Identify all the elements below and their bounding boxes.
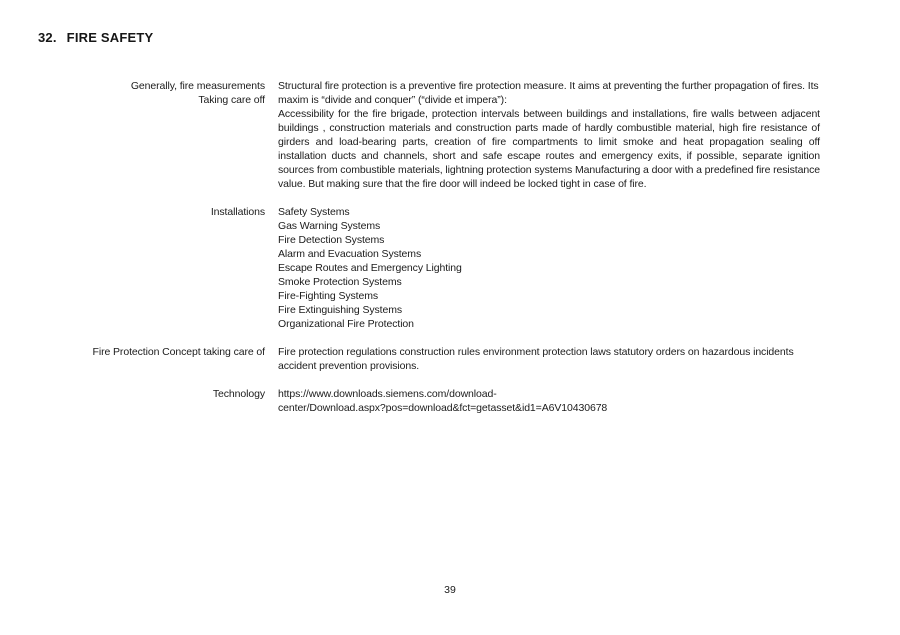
- section-fire-protection-concept: [0, 345, 900, 373]
- list-item: Organizational Fire Protection: [278, 318, 414, 330]
- fire-protection-concept-text: Fire protection regulations construction rules environment protection laws statutory orders on hazardous incidents accident prevention provisions.: [278, 346, 794, 372]
- list-item: Alarm and Evacuation Systems: [278, 248, 422, 260]
- url-line-1[interactable]: https://www.downloads.siemens.com/download-: [278, 388, 497, 400]
- technology-label: Technology: [212, 388, 265, 400]
- fire-protection-concept-label: Fire Protection Concept taking care of: [92, 346, 265, 358]
- list-item: Gas Warning Systems: [278, 220, 381, 232]
- fire-measurements-label: [0, 79, 265, 107]
- fire-protection-concept-content: [278, 345, 820, 373]
- list-item: Fire Extinguishing Systems: [278, 304, 403, 316]
- section-technology: [0, 387, 900, 415]
- content-area: [0, 79, 900, 415]
- list-item: Fire Detection Systems: [278, 234, 385, 246]
- page-title: [38, 30, 153, 45]
- fire-measurements-intro: Structural fire protection is a preventive fire protection measure. It aims at preventing the further propagation of fires. Its maxim is “divide and conquer” (“divide et impera”):: [278, 80, 819, 106]
- fire-measurements-content: [278, 79, 820, 191]
- list-item: Smoke Protection Systems: [278, 276, 402, 288]
- installations-label: Installations: [210, 206, 265, 218]
- url-line-2[interactable]: center/Download.aspx?pos=download&fct=getasset&id1=A6V10430678: [278, 402, 608, 414]
- installations-list: [278, 205, 820, 331]
- section-fire-measurements: [0, 79, 900, 191]
- section-number: 32.: [38, 30, 57, 45]
- list-item: Fire-Fighting Systems: [278, 290, 379, 302]
- technology-content: [278, 387, 820, 415]
- fire-measurements-body: Accessibility for the fire brigade, protection intervals between buildings and installations, fire walls between adjacent buildings , construction materials and construction parts made of hardly combustible material, high fire resistance of girders and load-bearing parts, creation of fire compartments to limit smoke and heat propagation sealing off installation ducts and channels, short and safe escape routes and emergency exits, if possible, separate ignition sources from combustible materials, lightning protection systems Manufacturing a door with a predefined fire resistance value. But making sure that the fire door will indeed be locked tight in case of fire.: [278, 108, 820, 190]
- page-number: 39: [444, 584, 456, 596]
- label-line: Generally, fire measurements: [130, 80, 265, 92]
- list-item: Safety Systems: [278, 206, 350, 218]
- technology-url[interactable]: [278, 387, 820, 415]
- section-title: FIRE SAFETY: [66, 30, 154, 45]
- section-installations: [0, 205, 900, 331]
- label-line: Taking care off: [198, 94, 265, 106]
- list-item: Escape Routes and Emergency Lighting: [278, 262, 462, 274]
